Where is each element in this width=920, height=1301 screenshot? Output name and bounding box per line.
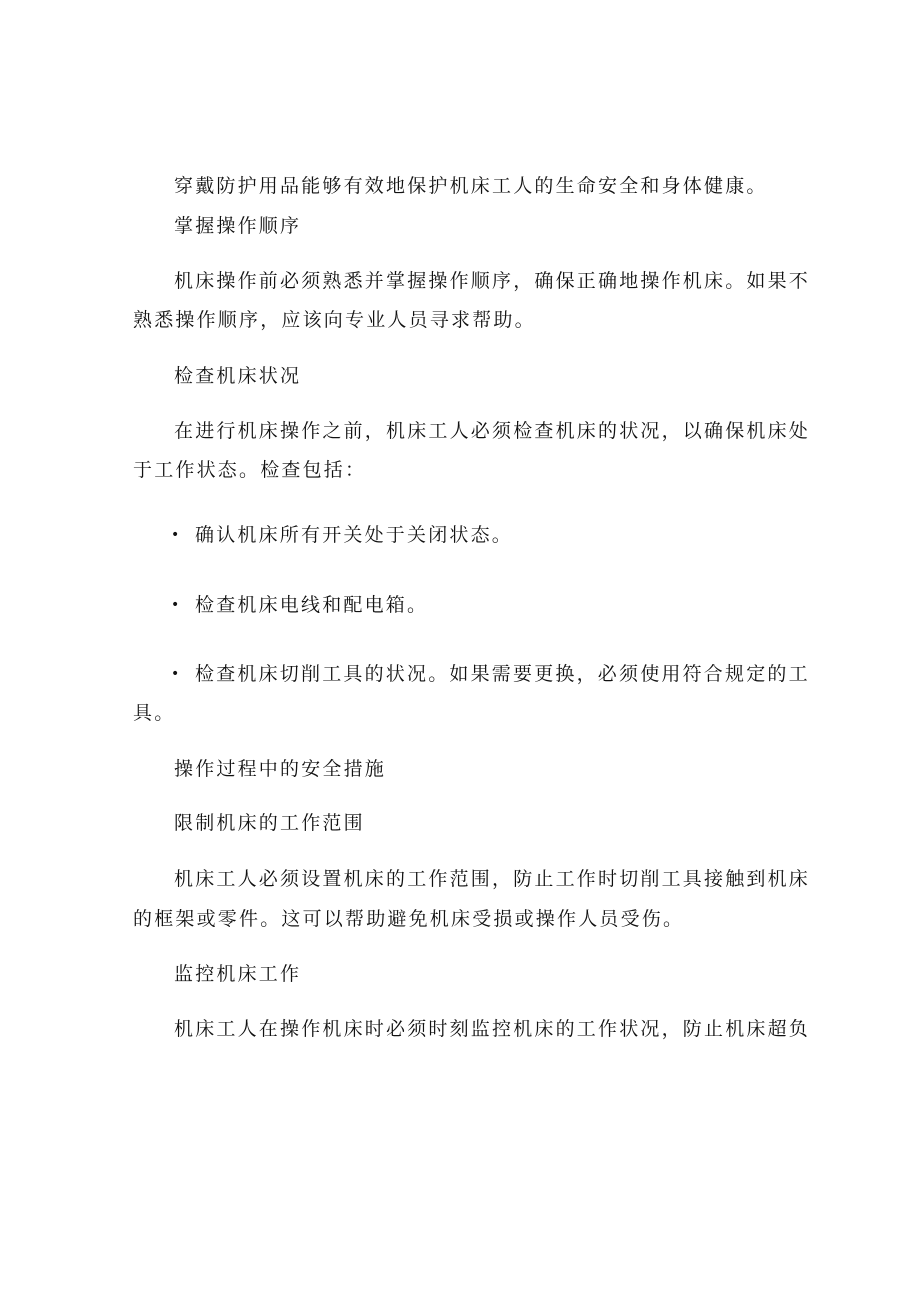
list-item-text: 检查机床切削工具的状况。如果需要更换，必须使用符合规定的工: [195, 663, 810, 685]
paragraph-operation-order-line-1: 机床操作前必须熟悉并掌握操作顺序，确保正确地操作机床。如果不: [174, 270, 811, 292]
paragraph-work-range-line-2: 的框架或零件。这可以帮助避免机床受损或操作人员受伤。: [133, 908, 685, 930]
list-item: [171, 661, 810, 687]
paragraph-work-range-line-1: 机床工人必须设置机床的工作范围，防止工作时切削工具接触到机床: [174, 868, 811, 890]
bullet-marker: •: [171, 597, 182, 613]
list-item-text: 检查机床电线和配电箱。: [195, 594, 429, 616]
list-item: [171, 522, 793, 548]
bullet-marker: •: [171, 527, 182, 543]
paragraph-protective-gear: 穿戴防护用品能够有效地保护机床工人的生命安全和身体健康。: [174, 175, 768, 197]
paragraph-monitor-machine-line-1: 机床工人在操作机床时必须时刻监控机床的工作状况，防止机床超负: [174, 1018, 811, 1040]
paragraph-check-machine-line-1: 在进行机床操作之前，机床工人必须检查机床的状况，以确保机床处: [174, 420, 811, 442]
paragraph-check-machine-line-2: 于工作状态。检查包括：: [133, 459, 367, 481]
heading-operation-safety: 操作过程中的安全措施: [174, 758, 387, 780]
paragraph-operation-order-line-2: 熟悉操作顺序，应该向专业人员寻求帮助。: [133, 309, 536, 331]
bullet-marker: •: [171, 666, 182, 682]
heading-check-machine: 检查机床状况: [174, 365, 302, 387]
list-item-continuation: 具。: [133, 702, 176, 724]
list-item-text: 确认机床所有开关处于关闭状态。: [195, 524, 514, 546]
heading-operation-order: 掌握操作顺序: [174, 215, 302, 237]
heading-monitor-machine: 监控机床工作: [174, 963, 302, 985]
heading-work-range: 限制机床的工作范围: [174, 812, 365, 834]
list-item: [171, 592, 793, 618]
